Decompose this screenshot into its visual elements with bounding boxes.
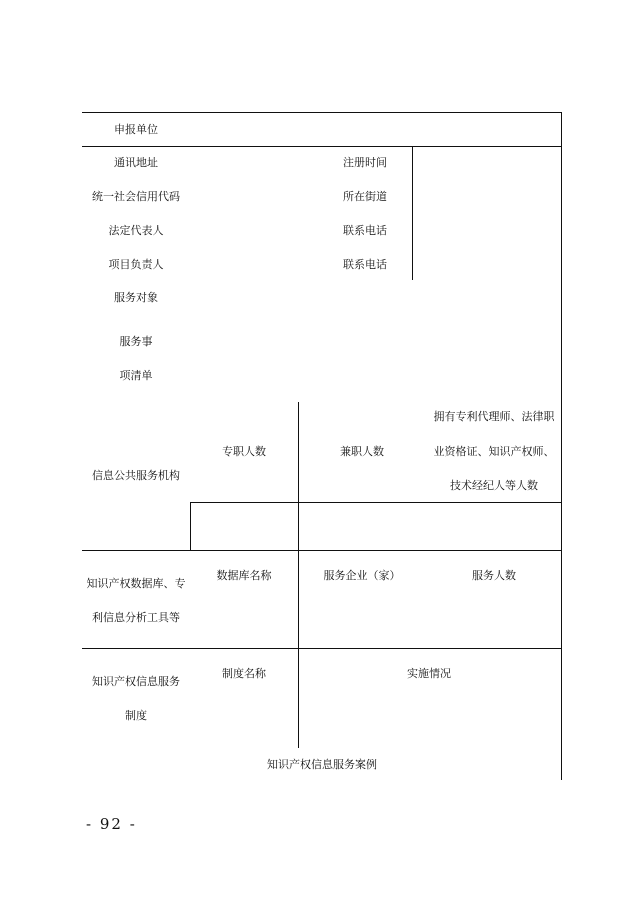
service-people-label: 服务人数 [472, 569, 516, 582]
system-name-label: 制度名称 [222, 667, 266, 680]
staff-col-divider-1 [298, 402, 299, 550]
db-col-divider [298, 550, 299, 648]
implementation-label: 实施情况 [407, 667, 451, 680]
system-label-1: 知识产权信息服务 [92, 675, 180, 688]
database-label-2: 利信息分析工具等 [92, 611, 180, 624]
staff-sub-divider [190, 502, 562, 503]
address-label: 通讯地址 [114, 156, 158, 169]
phone-label-1: 联系电话 [343, 224, 387, 237]
reg-time-label: 注册时间 [343, 156, 387, 169]
system-col-divider [298, 648, 299, 748]
service-items-label-2: 项清单 [119, 369, 153, 382]
phone-label-2: 联系电话 [343, 258, 387, 271]
street-label: 所在街道 [343, 190, 387, 203]
agency-label: 信息公共服务机构 [92, 469, 180, 482]
service-target-label: 服务对象 [114, 291, 158, 304]
info-block-divider [412, 146, 413, 280]
row-divider-database [82, 648, 562, 649]
legal-rep-label: 法定代表人 [108, 224, 164, 237]
applicant-unit-label: 申报单位 [114, 123, 158, 136]
cases-label: 知识产权信息服务案例 [267, 758, 377, 771]
row-divider-agency [82, 550, 562, 551]
qualification-label-1: 拥有专利代理师、法律职 [433, 410, 555, 423]
qualification-label-2: 业资格证、知识产权师、 [433, 445, 555, 458]
system-label-2: 制度 [125, 709, 147, 722]
table-right-border [561, 112, 562, 780]
row-divider-applicant [82, 146, 562, 147]
credit-code-label: 统一社会信用代码 [92, 190, 180, 203]
project-lead-label: 项目负责人 [108, 258, 164, 271]
parttime-label: 兼职人数 [340, 445, 384, 458]
qualification-label-3: 技术经纪人等人数 [450, 479, 538, 492]
database-label-1: 知识产权数据库、专 [86, 577, 186, 590]
page-number: - 92 - [86, 815, 137, 833]
service-items-label-1: 服务事 [119, 335, 153, 348]
fulltime-label: 专职人数 [222, 445, 266, 458]
table-top-border [82, 112, 562, 113]
staff-col-divider-0 [190, 502, 191, 550]
service-companies-label: 服务企业（家） [323, 569, 401, 582]
db-name-label: 数据库名称 [216, 569, 272, 582]
